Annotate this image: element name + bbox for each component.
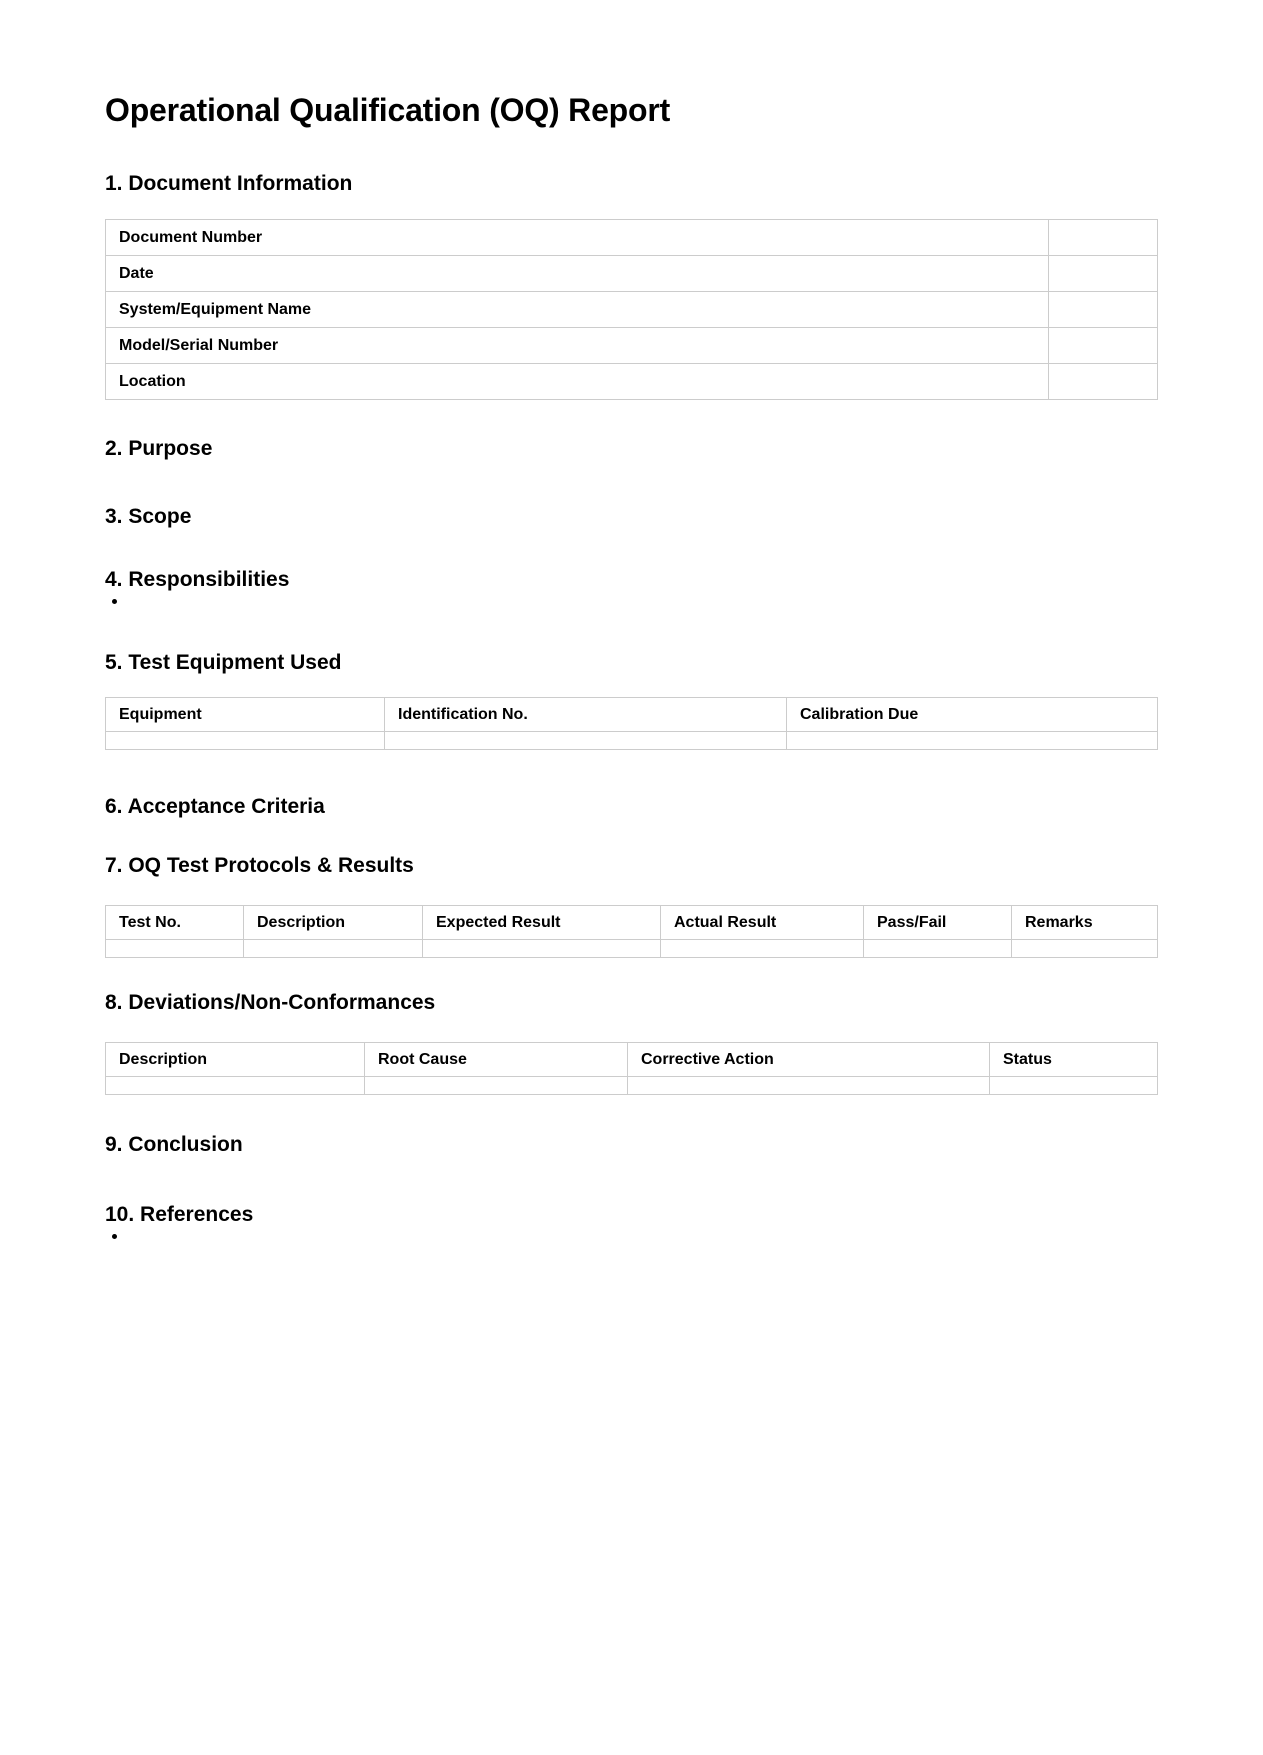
system-equipment-name-label: System/Equipment Name [106,292,1049,328]
corrective-action-value-cell[interactable] [628,1077,990,1095]
table-header-row [106,698,1158,732]
date-label: Date [106,256,1049,292]
root-cause-column-header: Root Cause [365,1043,628,1077]
pass-fail-value-cell[interactable] [864,940,1012,958]
date-value-cell[interactable] [1049,256,1158,292]
test-no-value-cell[interactable] [106,940,244,958]
system-equipment-name-value-cell[interactable] [1049,292,1158,328]
location-label: Location [106,364,1049,400]
remarks-value-cell[interactable] [1012,940,1158,958]
document-number-value-cell[interactable] [1049,220,1158,256]
responsibilities-bullet-list [105,592,1157,611]
bullet-item [105,592,1157,611]
description-value-cell[interactable] [244,940,423,958]
identification-no-column-header: Identification No. [385,698,787,732]
deviation-description-column-header: Description [106,1043,365,1077]
table-row [106,328,1158,364]
references-bullet-list [105,1227,1157,1246]
equipment-column-header: Equipment [106,698,385,732]
status-value-cell[interactable] [990,1077,1158,1095]
identification-no-value-cell[interactable] [385,732,787,750]
section-heading-acceptance-criteria: 6. Acceptance Criteria [105,795,325,818]
section-heading-references: 10. References [105,1203,254,1226]
bullet-item [105,1227,1157,1246]
oq-tests-table [105,905,1158,958]
table-row [106,364,1158,400]
test-equipment-table [105,697,1158,750]
document-information-table [105,219,1158,400]
document-number-label: Document Number [106,220,1049,256]
section-heading-scope: 3. Scope [105,505,192,528]
status-column-header: Status [990,1043,1158,1077]
location-value-cell[interactable] [1049,364,1158,400]
equipment-value-cell[interactable] [106,732,385,750]
table-row [106,256,1158,292]
section-heading-test-equipment: 5. Test Equipment Used [105,651,342,674]
pass-fail-column-header: Pass/Fail [864,906,1012,940]
actual-result-value-cell[interactable] [661,940,864,958]
section-heading-deviations: 8. Deviations/Non-Conformances [105,991,436,1014]
calibration-due-column-header: Calibration Due [787,698,1158,732]
remarks-column-header: Remarks [1012,906,1158,940]
calibration-due-value-cell[interactable] [787,732,1158,750]
expected-result-value-cell[interactable] [423,940,661,958]
section-heading-responsibilities: 4. Responsibilities [105,568,290,591]
test-no-column-header: Test No. [106,906,244,940]
section-heading-oq-test-protocols: 7. OQ Test Protocols & Results [105,854,414,877]
page-title: Operational Qualification (OQ) Report [105,92,671,128]
section-heading-document-information: 1. Document Information [105,172,353,195]
table-row [106,940,1158,958]
section-heading-conclusion: 9. Conclusion [105,1133,243,1156]
table-row [106,1077,1158,1095]
root-cause-value-cell[interactable] [365,1077,628,1095]
deviations-table [105,1042,1158,1095]
model-serial-number-value-cell[interactable] [1049,328,1158,364]
description-column-header: Description [244,906,423,940]
table-row [106,292,1158,328]
corrective-action-column-header: Corrective Action [628,1043,990,1077]
actual-result-column-header: Actual Result [661,906,864,940]
table-row [106,732,1158,750]
deviation-description-value-cell[interactable] [106,1077,365,1095]
table-row [106,220,1158,256]
expected-result-column-header: Expected Result [423,906,661,940]
section-heading-purpose: 2. Purpose [105,437,213,460]
table-header-row [106,906,1158,940]
model-serial-number-label: Model/Serial Number [106,328,1049,364]
table-header-row [106,1043,1158,1077]
